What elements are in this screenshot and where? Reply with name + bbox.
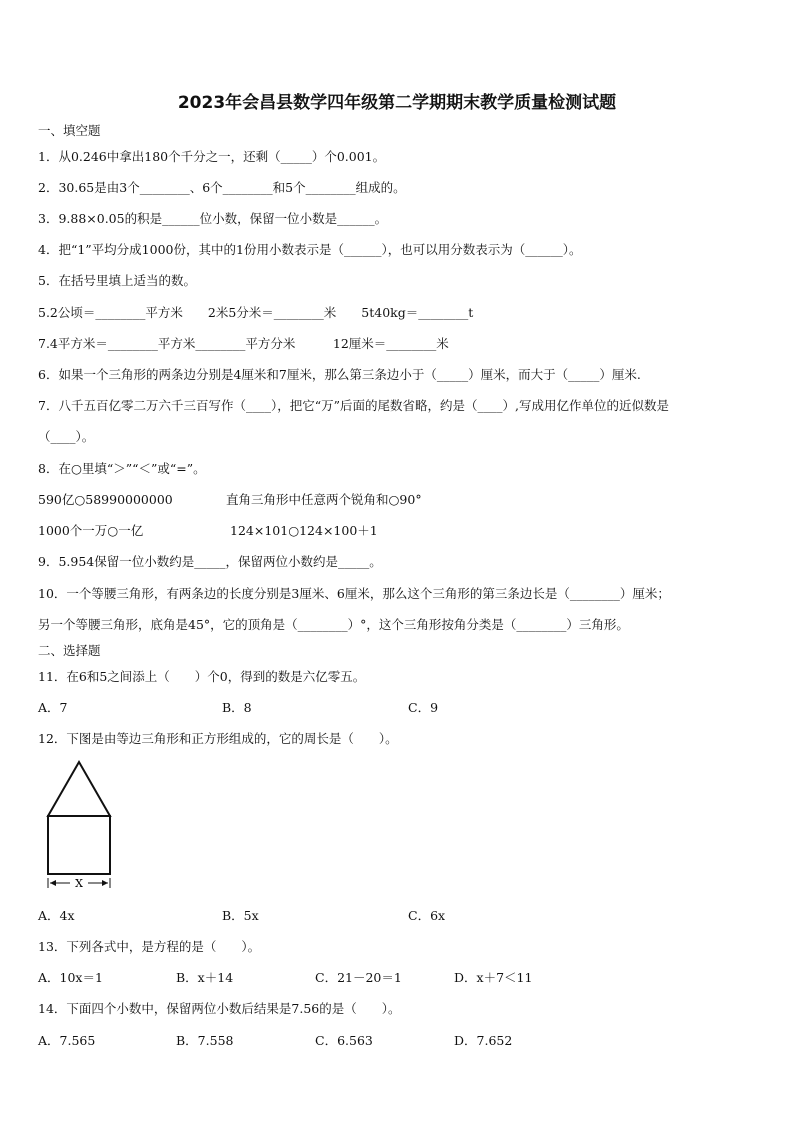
question-12-option-b: B．5x (222, 908, 259, 923)
question-12: 12．下图是由等边三角形和正方形组成的，它的周长是（ ）。 (38, 731, 398, 746)
equilateral-triangle (48, 762, 110, 816)
section-heading-fill-blank: 一、填空题 (38, 123, 101, 138)
section-heading-multiple-choice: 二、选择题 (38, 643, 101, 658)
question-13-option-b: B．x＋14 (176, 970, 234, 985)
question-12-option-a: A．4x (38, 908, 75, 923)
question-13-option-c: C．21－20＝1 (315, 970, 402, 985)
question-7-line-1: 7．八千五百亿零二万六千三百写作（____），把它“万”后面的尾数省略，约是（____）,写成用亿作单位的近似数是 (38, 398, 669, 413)
square (48, 816, 110, 874)
question-14: 14．下面四个小数中，保留两位小数后结果是7.56的是（ ）。 (38, 1001, 401, 1016)
question-2: 2．30.65是由3个________、6个________和5个________组成的。 (38, 180, 406, 195)
question-10-line-2: 另一个等腰三角形，底角是45°，它的顶角是（________）°，这个三角形按角分类是（________）三角形。 (38, 617, 629, 632)
question-13-option-d: D．x＋7＜11 (454, 970, 533, 985)
question-11-option-a: A．7 (38, 700, 68, 715)
question-8-row-2-left: 1000个一万○一亿 (38, 523, 144, 538)
question-13-option-a: A．10x＝1 (38, 970, 103, 985)
question-4: 4．把“1”平均分成1000份，其中的1份用小数表示是（______），也可以用分数表示为（______）。 (38, 242, 582, 257)
question-1: 1．从0.246中拿出180个千分之一，还剩（_____）个0.001。 (38, 149, 386, 164)
question-14-option-b: B．7.558 (176, 1033, 234, 1048)
dimension-arrow-right (102, 880, 108, 886)
question-9: 9．5.954保留一位小数约是_____，保留两位小数约是_____。 (38, 554, 382, 569)
page-title: 2023年会昌县数学四年级第二学期期末教学质量检测试题 (177, 93, 617, 113)
question-8-row-1-left: 590亿○58990000000 (38, 492, 173, 507)
question-5: 5．在括号里填上适当的数。 (38, 273, 196, 288)
question-14-option-c: C．6.563 (315, 1033, 373, 1048)
question-13: 13．下列各式中，是方程的是（ ）。 (38, 939, 261, 954)
question-8-row-2-right: 124×101○124×100＋1 (230, 523, 378, 538)
question-10-line-1: 10．一个等腰三角形，有两条边的长度分别是3厘米、6厘米，那么这个三角形的第三条边长是（________）厘米； (38, 586, 670, 601)
question-12-option-c: C．6x (408, 908, 446, 923)
question-11: 11．在6和5之间添上（ ）个0，得到的数是六亿零五。 (38, 669, 366, 684)
question-8: 8．在○里填“＞”“＜”或“=”。 (38, 461, 206, 476)
dimension-arrow-left (50, 880, 56, 886)
question-8-row-1-right: 直角三角形中任意两个锐角和○90° (226, 492, 422, 507)
question-7-line-2: （____）。 (38, 429, 95, 444)
question-11-option-b: B．8 (222, 700, 252, 715)
question-6: 6．如果一个三角形的两条边分别是4厘米和7厘米，那么第三条边小于（_____）厘米，而大于（_____）厘米. (38, 367, 641, 382)
question-11-option-c: C．9 (408, 700, 439, 715)
dimension-label: X (75, 877, 83, 890)
question-14-option-a: A．7.565 (38, 1033, 96, 1048)
question-3: 3．9.88×0.05的积是______位小数，保留一位小数是______。 (38, 211, 388, 226)
question-5-row-1: 5.2公顷＝________平方米 2米5分米＝________米 5t40kg＝________t (38, 305, 474, 320)
triangle-square-figure (40, 758, 120, 893)
question-5-row-2: 7.4平方米＝________平方米________平方分米 12厘米＝________米 (38, 336, 449, 351)
question-14-option-d: D．7.652 (454, 1033, 513, 1048)
